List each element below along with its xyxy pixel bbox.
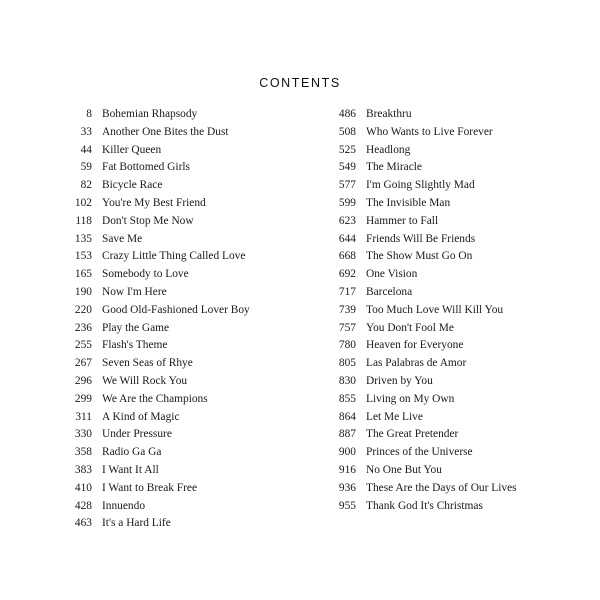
toc-entry-title: Living on My Own (366, 392, 455, 405)
toc-entry-title: Seven Seas of Rhye (102, 357, 193, 370)
toc-entry-page: 428 (74, 499, 92, 512)
toc-entry[interactable] (326, 337, 538, 355)
toc-entry[interactable] (62, 159, 274, 177)
toc-entry[interactable] (62, 266, 274, 284)
toc-entry-page: 220 (74, 303, 92, 316)
toc-entry-title: Breakthru (366, 108, 412, 120)
toc-entry-title: Now I'm Here (102, 285, 167, 298)
toc-entry-title: Heaven for Everyone (366, 339, 464, 352)
page-title: CONTENTS (259, 76, 341, 90)
toc-entry-page: 330 (74, 428, 92, 441)
toc-entry[interactable] (326, 409, 538, 427)
toc-entry-title: Hammer to Fall (366, 214, 439, 227)
toc-entry-page: 757 (338, 321, 356, 334)
toc-entry-page: 599 (338, 196, 356, 209)
toc-entry-page: 525 (338, 143, 356, 156)
toc-entry-title: I Want It All (102, 463, 159, 476)
toc-entry[interactable] (62, 195, 274, 213)
contents-column-right (326, 106, 538, 533)
toc-entry[interactable] (62, 106, 274, 124)
toc-entry-page: 936 (338, 481, 356, 494)
toc-entry-title: We Are the Champions (102, 392, 208, 405)
toc-entry-page: 190 (74, 285, 92, 298)
toc-entry-title: One Vision (366, 268, 418, 281)
toc-entry[interactable] (326, 373, 538, 391)
toc-entry[interactable] (326, 195, 538, 213)
toc-entry-page: 668 (338, 250, 356, 263)
toc-entry[interactable] (62, 302, 274, 320)
toc-entry[interactable] (62, 515, 274, 533)
toc-entry[interactable] (326, 159, 538, 177)
toc-entry[interactable] (326, 426, 538, 444)
toc-entry[interactable] (326, 213, 538, 231)
toc-entry[interactable] (326, 248, 538, 266)
toc-entry-page: 780 (338, 339, 356, 352)
toc-entry-title: These Are the Days of Our Lives (366, 481, 517, 494)
toc-entry-title: Driven by You (366, 374, 433, 387)
toc-entry-title: Another One Bites the Dust (102, 125, 229, 138)
toc-entry-title: Fat Bottomed Girls (102, 161, 190, 174)
toc-entry-title: Save Me (102, 232, 143, 245)
toc-entry-page: 153 (74, 250, 92, 263)
toc-entry-title: Barcelona (366, 285, 413, 298)
toc-entry-title: We Will Rock You (102, 374, 188, 387)
toc-entry[interactable] (62, 231, 274, 249)
toc-entry[interactable] (62, 409, 274, 427)
toc-entry-page: 410 (74, 481, 92, 494)
toc-entry-page: 118 (75, 214, 92, 227)
toc-entry-page: 900 (338, 446, 356, 459)
toc-entry-page: 267 (74, 357, 92, 370)
toc-entry-page: 44 (80, 143, 92, 156)
toc-entry-title: Radio Ga Ga (102, 446, 162, 459)
toc-entry-page: 692 (338, 268, 356, 281)
toc-entry-page: 102 (74, 196, 92, 209)
toc-entry-page: 165 (74, 268, 92, 281)
toc-entry-page: 830 (338, 374, 356, 387)
toc-entry-page: 739 (338, 303, 356, 316)
toc-entry[interactable] (326, 284, 538, 302)
toc-entry-title: Somebody to Love (102, 268, 189, 281)
toc-entry[interactable] (62, 213, 274, 231)
toc-entry[interactable] (326, 498, 538, 516)
toc-entry-page: 8 (86, 108, 92, 120)
toc-entry[interactable] (326, 355, 538, 373)
toc-entry-title: Innuendo (102, 499, 146, 512)
toc-entry-title: The Show Must Go On (366, 250, 473, 263)
toc-entry[interactable] (326, 177, 538, 195)
toc-entry[interactable] (326, 480, 538, 498)
toc-entry-title: Bicycle Race (102, 179, 163, 192)
toc-entry-title: Friends Will Be Friends (366, 232, 476, 245)
toc-entry-title: The Miracle (366, 161, 422, 174)
toc-entry-page: 623 (338, 214, 356, 227)
toc-entry-title: Killer Queen (102, 143, 162, 156)
toc-entry[interactable] (62, 391, 274, 409)
toc-entry[interactable] (326, 462, 538, 480)
toc-entry-page: 358 (74, 446, 92, 459)
toc-entry-page: 299 (74, 392, 92, 405)
toc-entry-page: 82 (80, 179, 92, 192)
toc-entry-title: Play the Game (102, 321, 170, 334)
toc-entry-page: 916 (338, 463, 356, 476)
toc-entry-title: I Want to Break Free (102, 481, 198, 494)
toc-entry[interactable] (62, 320, 274, 338)
toc-entry-title: I'm Going Slightly Mad (366, 179, 475, 192)
toc-entry[interactable] (62, 462, 274, 480)
toc-entry[interactable] (62, 426, 274, 444)
toc-entry-page: 549 (338, 161, 356, 174)
toc-entry-page: 236 (74, 321, 92, 334)
toc-entry-page: 463 (74, 517, 92, 530)
toc-entry-title: It's a Hard Life (102, 517, 171, 530)
toc-entry-page: 311 (75, 410, 92, 423)
toc-entry-page: 383 (74, 463, 92, 476)
toc-entry-title: Too Much Love Will Kill You (366, 303, 504, 316)
toc-entry-page: 135 (74, 232, 92, 245)
toc-entry[interactable] (326, 444, 538, 462)
toc-entry-title: The Great Pretender (366, 428, 459, 441)
toc-entry[interactable] (62, 444, 274, 462)
toc-entry[interactable] (326, 124, 538, 142)
toc-entry[interactable] (326, 391, 538, 409)
toc-entry[interactable] (62, 480, 274, 498)
toc-entry[interactable] (62, 373, 274, 391)
toc-entry-page: 255 (74, 339, 92, 352)
toc-entry[interactable] (62, 248, 274, 266)
toc-entry-page: 486 (338, 108, 356, 120)
toc-entry-page: 508 (338, 125, 356, 138)
toc-entry-page: 864 (338, 410, 356, 423)
toc-entry-page: 887 (338, 428, 356, 441)
toc-entry-page: 33 (80, 125, 92, 138)
toc-entry-title: Princes of the Universe (366, 446, 473, 459)
toc-entry[interactable] (62, 177, 274, 195)
toc-entry-title: Las Palabras de Amor (366, 357, 467, 370)
contents-column-left (62, 106, 274, 533)
toc-entry-title: Headlong (366, 143, 411, 156)
toc-entry[interactable] (62, 142, 274, 160)
toc-entry-title: Bohemian Rhapsody (102, 108, 198, 120)
toc-entry-title: No One But You (366, 463, 442, 476)
toc-entry-title: Don't Stop Me Now (102, 214, 194, 227)
toc-entry[interactable] (326, 302, 538, 320)
toc-entry-page: 644 (338, 232, 356, 245)
toc-entry[interactable] (62, 355, 274, 373)
toc-entry-page: 296 (74, 374, 92, 387)
toc-entry-title: Under Pressure (102, 428, 172, 441)
toc-entry-page: 805 (338, 357, 356, 370)
toc-entry-title: Good Old-Fashioned Lover Boy (102, 303, 250, 316)
toc-entry-title: A Kind of Magic (102, 410, 180, 423)
toc-entry-page: 855 (338, 392, 356, 405)
toc-entry[interactable] (326, 106, 538, 124)
toc-entry-page: 955 (338, 499, 356, 512)
toc-entry-title: Let Me Live (366, 410, 423, 423)
toc-entry-page: 59 (80, 161, 92, 174)
contents-columns (0, 106, 600, 533)
toc-entry[interactable] (326, 231, 538, 249)
toc-entry-title: You Don't Fool Me (366, 321, 454, 334)
toc-entry-title: Flash's Theme (102, 339, 168, 352)
toc-entry-title: Thank God It's Christmas (366, 499, 483, 512)
toc-entry-page: 717 (338, 285, 356, 298)
toc-entry[interactable] (326, 142, 538, 160)
toc-entry[interactable] (62, 284, 274, 302)
toc-entry-title: Who Wants to Live Forever (366, 125, 493, 138)
toc-entry[interactable] (326, 266, 538, 284)
toc-entry-title: You're My Best Friend (102, 196, 206, 209)
toc-entry[interactable] (62, 124, 274, 142)
toc-entry[interactable] (326, 320, 538, 338)
toc-entry-title: Crazy Little Thing Called Love (102, 250, 246, 263)
toc-entry-page: 577 (338, 179, 356, 192)
toc-entry-title: The Invisible Man (366, 196, 451, 209)
toc-entry[interactable] (62, 337, 274, 355)
toc-entry[interactable] (62, 498, 274, 516)
